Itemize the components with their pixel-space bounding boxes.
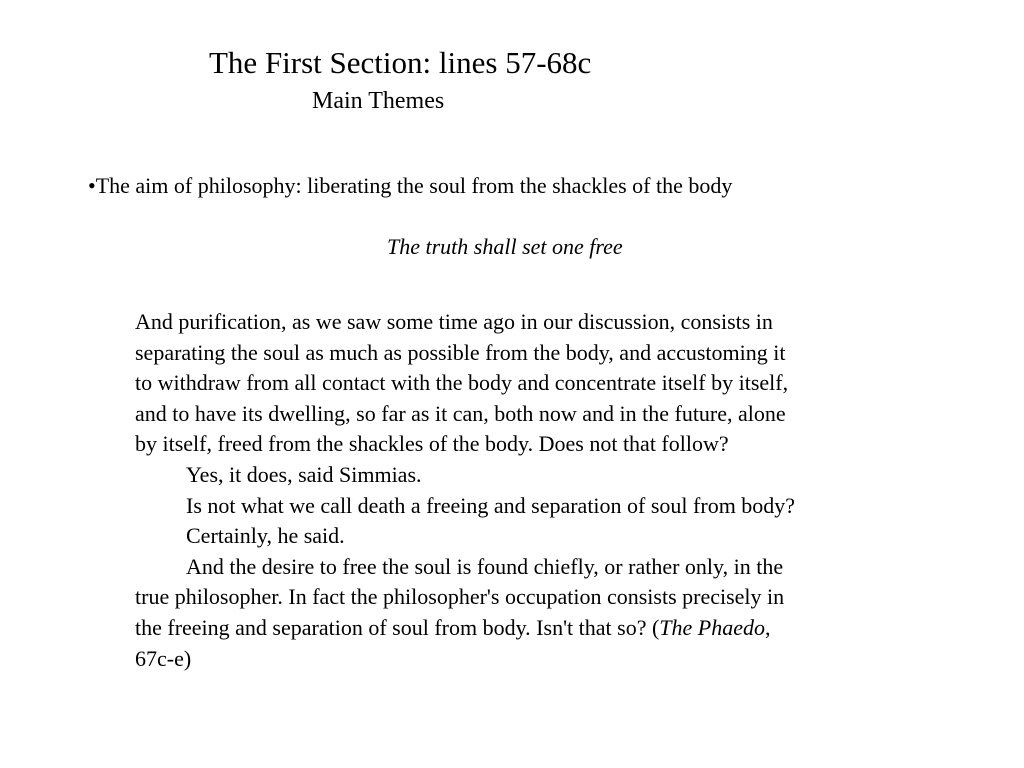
quote-line-citation	[135, 613, 915, 644]
slide-title: The First Section: lines 57-68c	[209, 45, 592, 80]
slide-subtitle: Main Themes	[312, 88, 445, 114]
quote-comma: ,	[765, 614, 771, 640]
quote-line: true philosopher. In fact the philosopher's occupation consists precisely in	[135, 584, 785, 610]
citation-work: The Phaedo	[659, 614, 765, 640]
quote-block	[135, 307, 915, 674]
motto: The truth shall set one free	[387, 234, 623, 259]
quote-line: by itself, freed from the shackles of the body. Does not that follow?	[135, 431, 729, 457]
quote-line: Certainly, he said.	[186, 523, 345, 549]
quote-line: Yes, it does, said Simmias.	[186, 461, 422, 487]
quote-line: And the desire to free the soul is found chiefly, or rather only, in the	[186, 553, 784, 579]
citation-reference: 67c-e)	[135, 645, 192, 671]
quote-line: And purification, as we saw some time ago in our discussion, consists in	[135, 309, 773, 334]
bullet-point: •The aim of philosophy: liberating the soul from the shackles of the body	[88, 173, 733, 198]
quote-line: Is not what we call death a freeing and separation of soul from body?	[186, 492, 796, 518]
quote-text: the freeing and separation of soul from body. Isn't that so? (	[135, 614, 660, 640]
quote-line: to withdraw from all contact with the body and concentrate itself by itself,	[135, 370, 789, 396]
quote-line: and to have its dwelling, so far as it can, both now and in the future, alone	[135, 400, 786, 426]
quote-line: separating the soul as much as possible from the body, and accustoming it	[135, 339, 786, 365]
